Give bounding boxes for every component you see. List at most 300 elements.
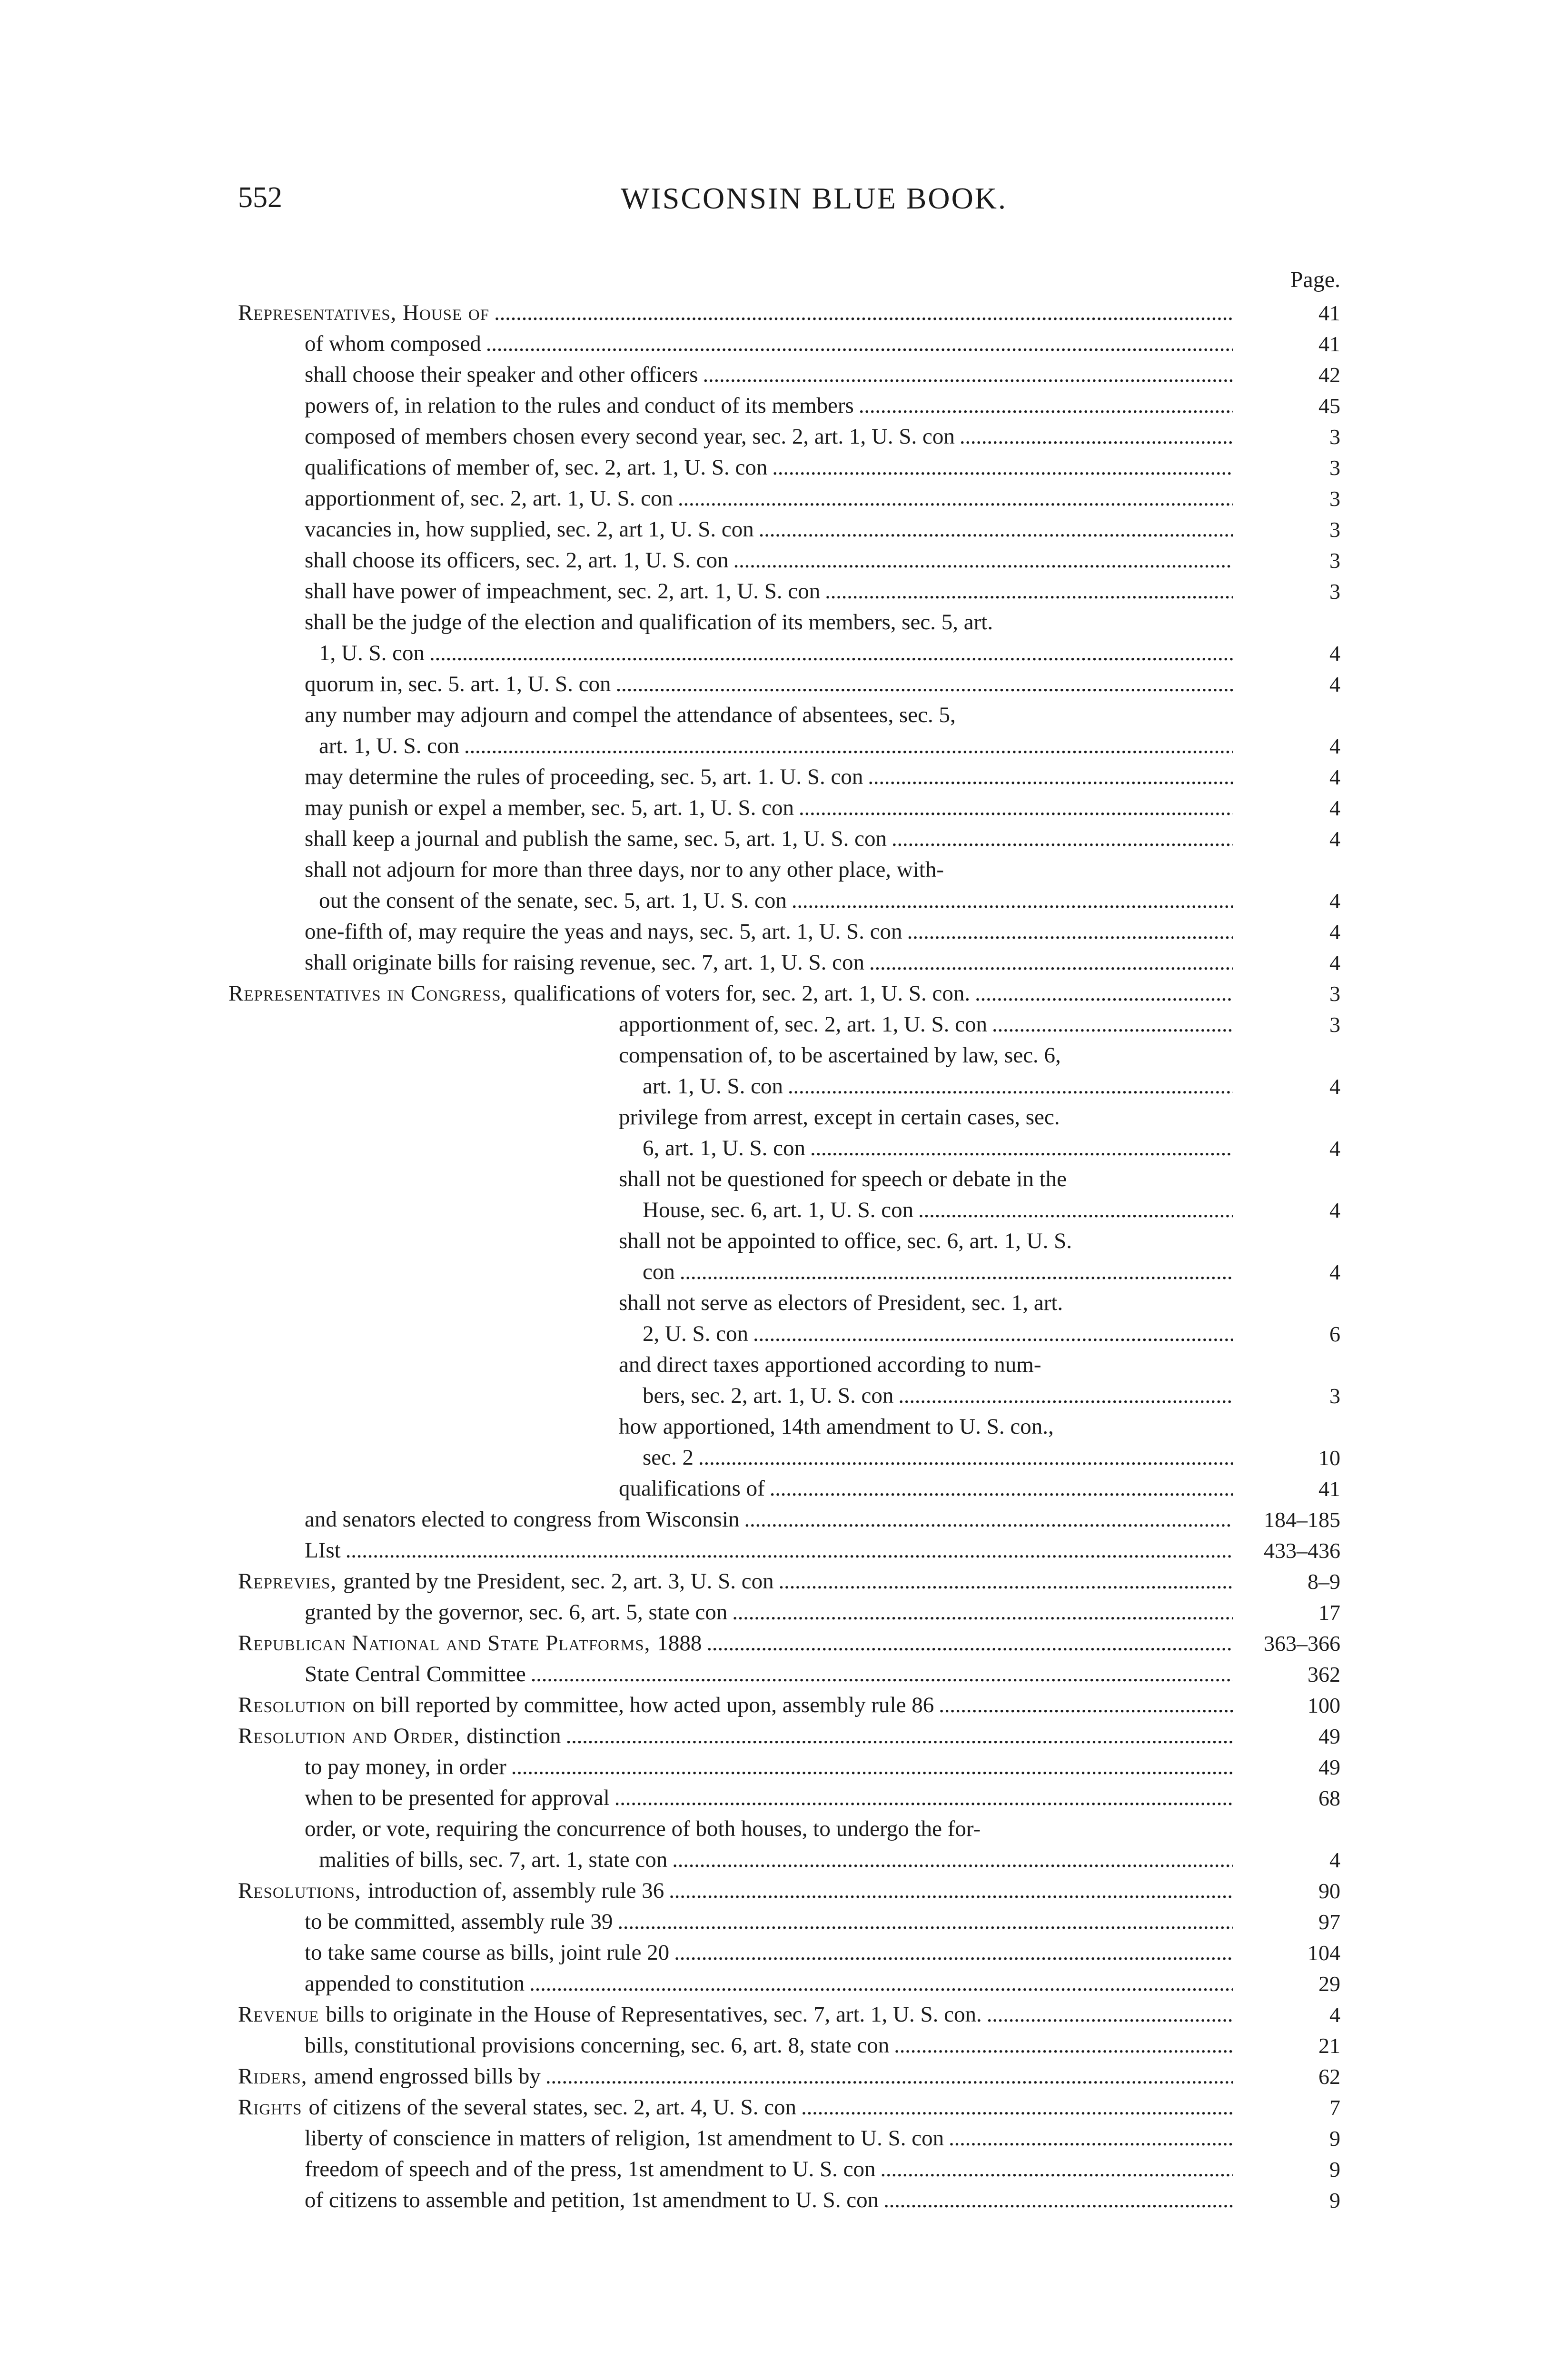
- dot-leader: [810, 1133, 1233, 1164]
- index-entry: [0, 298, 1546, 328]
- entry-line: [305, 700, 1233, 731]
- dot-leader: [801, 2092, 1233, 2123]
- entry-text: on bill reported by committee, how acted upon, assembly rule 86: [352, 1693, 934, 1717]
- entry-line: [238, 1721, 1233, 1752]
- entry-line: [238, 298, 1233, 328]
- index-entry: [0, 1814, 1546, 1844]
- entry-text: shall not be appointed to office, sec. 6, art. 1, U. S.: [619, 1229, 1072, 1253]
- page-reference: 4: [1329, 672, 1340, 696]
- page-reference: 362: [1308, 1662, 1340, 1686]
- index-entry: [0, 1504, 1546, 1535]
- entry-line: [643, 1071, 1233, 1102]
- entry-heading: Resolutions,: [238, 1878, 361, 1903]
- index-entry: [0, 359, 1546, 390]
- entry-text: shall not adjourn for more than three days, nor to any other place, with-: [305, 857, 944, 882]
- entry-text: shall choose their speaker and other officers: [305, 362, 698, 387]
- index-entry: [0, 1752, 1546, 1783]
- dot-leader: [868, 762, 1233, 793]
- entry-line: [319, 885, 1233, 916]
- entry-text: to pay money, in order: [305, 1755, 506, 1779]
- page-reference: 68: [1318, 1786, 1340, 1810]
- page-reference: 9: [1329, 2188, 1340, 2212]
- entry-line: [305, 669, 1233, 700]
- entry-line: [619, 1349, 1233, 1380]
- entry-line: [305, 421, 1233, 452]
- entry-text: art. 1, U. S. con: [643, 1074, 783, 1099]
- page-reference: 4: [1329, 920, 1340, 944]
- entry-line: [238, 2092, 1233, 2123]
- entry-text: appended to constitution: [305, 1971, 525, 1996]
- entry-text: and direct taxes apportioned according to num-: [619, 1352, 1041, 1377]
- entry-line: [305, 1814, 1233, 1844]
- dot-leader: [788, 1071, 1233, 1102]
- entry-line: [619, 1040, 1233, 1071]
- dot-leader: [346, 1535, 1233, 1566]
- index-entry: [0, 1040, 1546, 1071]
- entry-line: [643, 1442, 1233, 1473]
- entry-line: [238, 1875, 1233, 1906]
- entry-line: [305, 762, 1233, 793]
- entry-line: [619, 1009, 1233, 1040]
- entry-line: [305, 1752, 1233, 1783]
- index-entry: [0, 916, 1546, 947]
- entry-text: art. 1, U. S. con: [319, 734, 460, 758]
- page-reference: 97: [1318, 1910, 1340, 1934]
- entry-line: [305, 1659, 1233, 1690]
- dot-leader: [918, 1195, 1233, 1226]
- entry-line: [305, 483, 1233, 514]
- entry-line: [643, 1257, 1233, 1288]
- dot-leader: [859, 390, 1233, 421]
- dot-leader: [614, 1783, 1233, 1814]
- page-reference: 17: [1318, 1600, 1340, 1625]
- dot-leader: [939, 1690, 1233, 1721]
- entry-text: shall choose its officers, sec. 2, art. 1, U. S. con: [305, 548, 729, 573]
- page-reference: 100: [1308, 1693, 1340, 1717]
- index-entry: [0, 1783, 1546, 1814]
- entry-text: introduction of, assembly rule 36: [367, 1878, 664, 1903]
- index-entry: [0, 762, 1546, 793]
- index-entry: [0, 1566, 1546, 1597]
- dot-leader: [949, 2123, 1233, 2154]
- index-entry: [0, 545, 1546, 576]
- page-header: [238, 181, 1390, 224]
- page-reference: 3: [1329, 486, 1340, 511]
- entry-line: [305, 916, 1233, 947]
- entry-line: [238, 1566, 1233, 1597]
- entry-text: 1, U. S. con: [319, 641, 425, 665]
- entry-line: [305, 1535, 1233, 1566]
- dot-leader: [672, 1844, 1233, 1875]
- page-reference: 4: [1329, 1260, 1340, 1284]
- dot-leader: [772, 452, 1233, 483]
- index-entry: [0, 452, 1546, 483]
- entry-heading: Revenue: [238, 2002, 319, 2027]
- index-entry: [0, 1906, 1546, 1937]
- page-reference: 49: [1318, 1755, 1340, 1779]
- page-reference: 41: [1318, 332, 1340, 356]
- entry-line: [305, 2030, 1233, 2061]
- entry-line: [305, 2154, 1233, 2185]
- dot-leader: [779, 1566, 1233, 1597]
- index-entry: [0, 947, 1546, 978]
- page-reference: 3: [1329, 982, 1340, 1006]
- index-entry: [0, 1690, 1546, 1721]
- entry-text: of citizens of the several states, sec. 2, art. 4, U. S. con: [308, 2095, 797, 2120]
- index-entry: [0, 885, 1546, 916]
- index-entry: [0, 2030, 1546, 2061]
- dot-leader: [907, 916, 1233, 947]
- entry-heading: Reprevies,: [238, 1569, 337, 1594]
- entry-line: [643, 1319, 1233, 1349]
- entry-text: quorum in, sec. 5. art. 1, U. S. con: [305, 672, 611, 696]
- entry-text: when to be presented for approval: [305, 1785, 610, 1810]
- entry-text: shall not serve as electors of President, sec. 1, art.: [619, 1290, 1063, 1315]
- page-reference: 9: [1329, 2126, 1340, 2151]
- entry-text: granted by tne President, sec. 2, art. 3, U. S. con: [343, 1569, 774, 1594]
- entry-text: one-fifth of, may require the yeas and nays, sec. 5, art. 1, U. S. con: [305, 919, 902, 944]
- entry-text: apportionment of, sec. 2, art. 1, U. S. con: [305, 486, 674, 511]
- entry-text: granted by the governor, sec. 6, art. 5, state con: [305, 1600, 728, 1625]
- dot-leader: [732, 1597, 1233, 1628]
- page-reference: 3: [1329, 456, 1340, 480]
- entry-text: may determine the rules of proceeding, sec. 5, art. 1. U. S. con: [305, 764, 863, 789]
- index-entry: [0, 1319, 1546, 1349]
- entry-text: bers, sec. 2, art. 1, U. S. con: [643, 1383, 894, 1408]
- dot-leader: [698, 1442, 1233, 1473]
- dot-leader: [529, 1968, 1233, 1999]
- entry-line: [305, 452, 1233, 483]
- page-reference: 433–436: [1264, 1538, 1340, 1563]
- dot-leader: [545, 2061, 1233, 2092]
- page-reference: 8–9: [1308, 1569, 1340, 1594]
- dot-leader: [733, 545, 1233, 576]
- index-entry: [0, 1937, 1546, 1968]
- index-entries: [0, 298, 1546, 2216]
- page-reference: 4: [1329, 1198, 1340, 1222]
- page-reference: 21: [1318, 2033, 1340, 2058]
- dot-leader: [883, 2185, 1233, 2216]
- index-entry: [0, 1597, 1546, 1628]
- page-column-label: Page.: [1290, 267, 1340, 292]
- dot-leader: [894, 2030, 1233, 2061]
- entry-text: malities of bills, sec. 7, art. 1, state con: [319, 1847, 668, 1872]
- page-reference: 6: [1329, 1322, 1340, 1346]
- index-entry: [0, 1968, 1546, 1999]
- entry-text: powers of, in relation to the rules and conduct of its members: [305, 393, 854, 418]
- entry-text: any number may adjourn and compel the attendance of absentees, sec. 5,: [305, 703, 956, 727]
- entry-line: [619, 1226, 1233, 1257]
- page-reference: 4: [1329, 1848, 1340, 1872]
- index-entry: [0, 1875, 1546, 1906]
- entry-text: shall have power of impeachment, sec. 2, art. 1, U. S. con: [305, 579, 821, 604]
- index-entry: [0, 2061, 1546, 2092]
- entry-text: apportionment of, sec. 2, art. 1, U. S. con: [619, 1012, 988, 1037]
- dot-leader: [531, 1659, 1233, 1690]
- page-reference: 3: [1329, 425, 1340, 449]
- index-entry: [0, 2185, 1546, 2216]
- dot-leader: [706, 1628, 1233, 1659]
- entry-text: qualifications of: [619, 1476, 765, 1501]
- index-entry: [0, 607, 1546, 638]
- index-entry: [0, 2154, 1546, 2185]
- entry-line: [305, 1504, 1233, 1535]
- index-entry: [0, 1257, 1546, 1288]
- index-entry: [0, 1133, 1546, 1164]
- entry-text: con: [643, 1259, 675, 1284]
- index-entry: [0, 1349, 1546, 1380]
- index-entry: [0, 2092, 1546, 2123]
- entry-text: shall originate bills for raising revenue, sec. 7, art. 1, U. S. con: [305, 950, 865, 975]
- page-reference: 3: [1329, 1012, 1340, 1037]
- entry-line: [305, 390, 1233, 421]
- page-reference: 184–185: [1264, 1507, 1340, 1532]
- entry-line: [238, 1999, 1233, 2030]
- page-number: 552: [238, 181, 282, 214]
- index-entry: [0, 1288, 1546, 1319]
- index-entry: [0, 2123, 1546, 2154]
- entry-line: [305, 1597, 1233, 1628]
- entry-line: [643, 1133, 1233, 1164]
- running-head: WISCONSIN BLUE BOOK.: [621, 181, 1007, 215]
- page-reference: 9: [1329, 2157, 1340, 2182]
- page-reference: 41: [1318, 301, 1340, 325]
- dot-leader: [566, 1721, 1233, 1752]
- entry-line: [643, 1195, 1233, 1226]
- entry-text: vacancies in, how supplied, sec. 2, art 1, U. S. con: [305, 517, 754, 542]
- page-reference: 4: [1329, 2003, 1340, 2027]
- entry-text: freedom of speech and of the press, 1st amendment to U. S. con: [305, 2157, 876, 2182]
- index-entry: [0, 514, 1546, 545]
- dot-leader: [960, 421, 1233, 452]
- index-entry: [0, 1473, 1546, 1504]
- page-reference: 29: [1318, 1972, 1340, 1996]
- dot-leader: [616, 669, 1233, 700]
- index-entry: [0, 823, 1546, 854]
- entry-line: [305, 2185, 1233, 2216]
- page-reference: 45: [1318, 394, 1340, 418]
- entry-line: [305, 2123, 1233, 2154]
- dot-leader: [511, 1752, 1233, 1783]
- page-reference: 62: [1318, 2064, 1340, 2089]
- entry-line: [619, 1164, 1233, 1195]
- index-entry: [0, 1628, 1546, 1659]
- page-reference: 104: [1308, 1941, 1340, 1965]
- index-entry: [0, 669, 1546, 700]
- dot-leader: [703, 359, 1233, 390]
- index-entry: [0, 1195, 1546, 1226]
- index-entry: [0, 1380, 1546, 1411]
- entry-text: qualifications of voters for, sec. 2, art. 1, U. S. con.: [514, 981, 971, 1006]
- entry-line: [319, 731, 1233, 762]
- page-reference: 3: [1329, 517, 1340, 542]
- entry-line: [319, 1844, 1233, 1875]
- page-reference: 4: [1329, 1136, 1340, 1160]
- entry-text: liberty of conscience in matters of religion, 1st amendment to U. S. con: [305, 2126, 944, 2151]
- page-reference: 7: [1329, 2095, 1340, 2120]
- entry-text: distinction: [466, 1724, 561, 1748]
- entry-text: compensation of, to be ascertained by law, sec. 6,: [619, 1043, 1061, 1068]
- dot-leader: [674, 1937, 1233, 1968]
- index-entry: [0, 700, 1546, 731]
- dot-leader: [464, 731, 1233, 762]
- entry-text: privilege from arrest, except in certain cases, sec.: [619, 1105, 1060, 1130]
- index-entry: [0, 1226, 1546, 1257]
- index-entry: [0, 1411, 1546, 1442]
- entry-line: [238, 1628, 1233, 1659]
- entry-text: composed of members chosen every second year, sec. 2, art. 1, U. S. con: [305, 424, 955, 449]
- entry-line: [305, 514, 1233, 545]
- entry-heading: Resolution and Order,: [238, 1724, 460, 1748]
- index-entry: [0, 1164, 1546, 1195]
- dot-leader: [825, 576, 1233, 607]
- index-entry: [0, 1535, 1546, 1566]
- entry-text: sec. 2: [643, 1445, 694, 1470]
- entry-text: of whom composed: [305, 331, 481, 356]
- entry-text: out the consent of the senate, sec. 5, art. 1, U. S. con: [319, 888, 787, 913]
- dot-leader: [494, 298, 1233, 328]
- entry-line: [305, 328, 1233, 359]
- entry-text: 2, U. S. con: [643, 1321, 748, 1346]
- page-reference: 4: [1329, 1074, 1340, 1099]
- entry-heading: Riders,: [238, 2064, 307, 2089]
- entry-text: how apportioned, 14th amendment to U. S. con.,: [619, 1414, 1054, 1439]
- entry-line: [305, 1906, 1233, 1937]
- dot-leader: [617, 1906, 1233, 1937]
- page-reference: 10: [1318, 1446, 1340, 1470]
- entry-line: [305, 545, 1233, 576]
- entry-line: [305, 576, 1233, 607]
- entry-line: [305, 854, 1233, 885]
- entry-text: order, or vote, requiring the concurrence of both houses, to undergo the for-: [305, 1816, 981, 1841]
- index-entry: [0, 978, 1546, 1009]
- dot-leader: [486, 328, 1233, 359]
- dot-leader: [799, 793, 1233, 823]
- entry-text: may punish or expel a member, sec. 5, art. 1, U. S. con: [305, 795, 794, 820]
- index-entry: [0, 390, 1546, 421]
- index-entry: [0, 576, 1546, 607]
- entry-text: House, sec. 6, art. 1, U. S. con: [643, 1198, 914, 1222]
- dot-leader: [753, 1319, 1233, 1349]
- index-entry: [0, 731, 1546, 762]
- dot-leader: [678, 483, 1233, 514]
- page-reference: 4: [1329, 641, 1340, 665]
- page-reference: 4: [1329, 796, 1340, 820]
- page-reference: 42: [1318, 363, 1340, 387]
- index-entry: [0, 1721, 1546, 1752]
- entry-text: and senators elected to congress from Wisconsin: [305, 1507, 740, 1532]
- dot-leader: [987, 1999, 1233, 2030]
- entry-line: [305, 359, 1233, 390]
- dot-leader: [669, 1875, 1233, 1906]
- entry-line: [238, 1690, 1233, 1721]
- page-reference: 41: [1318, 1477, 1340, 1501]
- entry-line: [619, 1411, 1233, 1442]
- entry-line: [319, 638, 1233, 669]
- index-entry: [0, 421, 1546, 452]
- entry-text: shall keep a journal and publish the same, sec. 5, art. 1, U. S. con: [305, 826, 887, 851]
- entry-line: [238, 2061, 1233, 2092]
- dot-leader: [770, 1473, 1233, 1504]
- index-entry: [0, 1999, 1546, 2030]
- index-entry: [0, 1009, 1546, 1040]
- entry-line: [305, 1968, 1233, 1999]
- dot-leader: [429, 638, 1233, 669]
- entry-text: bills to originate in the House of Representatives, sec. 7, art. 1, U. S. con.: [326, 2002, 982, 2027]
- index-entry: [0, 1659, 1546, 1690]
- page-reference: 3: [1329, 1384, 1340, 1408]
- entry-line: [305, 793, 1233, 823]
- entry-text: LIst: [305, 1538, 341, 1563]
- entry-text: to take same course as bills, joint rule 20: [305, 1940, 670, 1965]
- page-reference: 90: [1318, 1879, 1340, 1903]
- index-entry: [0, 1844, 1546, 1875]
- page-reference: 363–366: [1264, 1631, 1340, 1656]
- index-entry: [0, 793, 1546, 823]
- entry-heading: Republican National and State Platforms,: [238, 1631, 651, 1656]
- dot-leader: [680, 1257, 1233, 1288]
- entry-line: [228, 978, 1233, 1009]
- page-reference: 3: [1329, 579, 1340, 604]
- entry-text: amend engrossed bills by: [314, 2064, 541, 2089]
- entry-heading: Representatives in Congress,: [228, 981, 507, 1006]
- entry-text: State Central Committee: [305, 1662, 526, 1686]
- dot-leader: [759, 514, 1233, 545]
- dot-leader: [869, 947, 1233, 978]
- entry-text: of citizens to assemble and petition, 1st amendment to U. S. con: [305, 2188, 879, 2212]
- page-reference: 4: [1329, 765, 1340, 789]
- entry-line: [305, 947, 1233, 978]
- entry-text: shall be the judge of the election and qualification of its members, sec. 5, art.: [305, 610, 993, 635]
- entry-heading: Representatives, House of: [238, 300, 490, 325]
- entry-line: [305, 1937, 1233, 1968]
- dot-leader: [892, 823, 1233, 854]
- dot-leader: [975, 978, 1233, 1009]
- entry-line: [305, 1783, 1233, 1814]
- dot-leader: [744, 1504, 1233, 1535]
- entry-text: 1888: [657, 1631, 702, 1656]
- entry-text: to be committed, assembly rule 39: [305, 1909, 613, 1934]
- page-reference: 4: [1329, 827, 1340, 851]
- entry-text: 6, art. 1, U. S. con: [643, 1136, 806, 1160]
- entry-line: [619, 1288, 1233, 1319]
- entry-line: [305, 607, 1233, 638]
- entry-text: qualifications of member of, sec. 2, art. 1, U. S. con: [305, 455, 768, 480]
- page-reference: 49: [1318, 1724, 1340, 1748]
- page-reference: 4: [1329, 889, 1340, 913]
- index-entry: [0, 483, 1546, 514]
- entry-line: [619, 1473, 1233, 1504]
- page-reference: 4: [1329, 734, 1340, 758]
- entry-text: shall not be questioned for speech or debate in the: [619, 1167, 1067, 1191]
- dot-leader: [881, 2154, 1233, 2185]
- entry-line: [619, 1102, 1233, 1133]
- entry-heading: Rights: [238, 2095, 302, 2120]
- index-entry: [0, 1071, 1546, 1102]
- dot-leader: [792, 885, 1233, 916]
- entry-line: [305, 823, 1233, 854]
- index-entry: [0, 1442, 1546, 1473]
- index-entry: [0, 1102, 1546, 1133]
- index-entry: [0, 638, 1546, 669]
- entry-text: bills, constitutional provisions concerning, sec. 6, art. 8, state con: [305, 2033, 890, 2058]
- dot-leader: [898, 1380, 1233, 1411]
- dot-leader: [992, 1009, 1233, 1040]
- page-reference: 4: [1329, 951, 1340, 975]
- page-reference: 3: [1329, 548, 1340, 573]
- entry-line: [643, 1380, 1233, 1411]
- index-entry: [0, 328, 1546, 359]
